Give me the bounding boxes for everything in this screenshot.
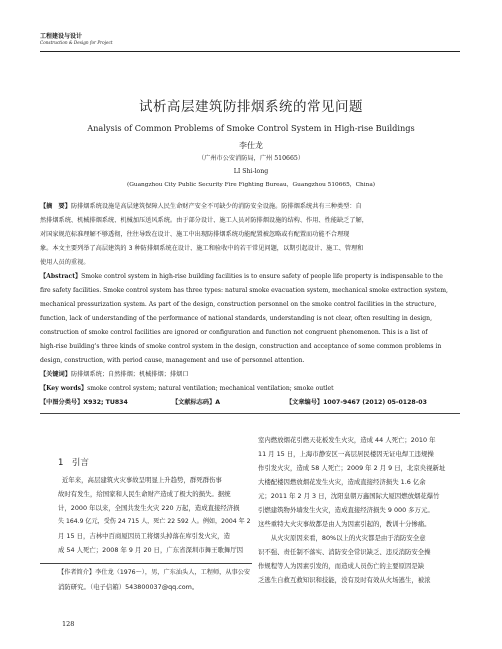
body-line: 识不强、责任制不落实、消防安全常识缺乏、违反消防安全操 bbox=[258, 548, 431, 556]
body-line: 引燃建筑物外墙发生火灾，造成直接经济损失 9 000 多万元。 bbox=[258, 506, 434, 514]
abstract-en-line: fire safety facilities. Smoke control system has three types: natural smoke evacuation system, mechanical smoke extraction system, bbox=[40, 287, 448, 294]
body-line: 作引发火灾，造成 58 人死亡；2009 年 2 月 9 日，北京央视新址 bbox=[258, 464, 446, 472]
body-line: 计，2000 年以来，全国共发生火灾 220 万起，造成直接经济损 bbox=[58, 504, 240, 512]
section-heading: 1 引言 bbox=[58, 458, 89, 468]
abstract-cn-line bbox=[40, 203, 362, 211]
page-number: 128 bbox=[62, 620, 75, 628]
journal-name: 工程建设与设计 bbox=[40, 33, 83, 40]
body-line: 乏逃生自救互救知识和技能，没有及时有效从火场逃生，被浓 bbox=[258, 576, 431, 584]
keywords-en-label: 【Key words】 bbox=[40, 385, 88, 392]
author-affiliation: （广州市公安消防局，广州 510665） bbox=[197, 155, 305, 162]
body-line: 从火灾原因来看，80%以上的火灾都是由于消防安全意 bbox=[258, 534, 426, 542]
document-code: 【文献标志码】A bbox=[172, 399, 221, 406]
section-rule bbox=[40, 413, 460, 414]
abstract-en-line: construction of smoke control facilities are ignored or configuration and function not congruent phenomenon. This is a list of bbox=[40, 329, 428, 336]
abstract-cn-line: 然排烟系统、机械排烟系统、机械加压送风系统。由于部分设计、施工人员对防排烟设施的结构、作用、性能缺乏了解， bbox=[40, 217, 368, 224]
body-line: 成 54 人死亡；2008 年 9 月 20 日，广东省深圳市舞王歌舞厅因 bbox=[58, 546, 244, 554]
abstract-en-label: 【Abstract】 bbox=[40, 273, 82, 280]
body-line: 作规程等人为因素引发的，而造成人员伤亡的主要原因是缺 bbox=[258, 562, 425, 570]
header-rule bbox=[40, 51, 460, 52]
body-line: 失 164.9 亿元，受伤 24 715 人，死亡 22 592 人。例如，2004 年 2 bbox=[58, 518, 251, 525]
article-title: 试析高层建筑防排烟系统的常见问题 bbox=[139, 99, 363, 115]
body-line: 元；2011 年 2 月 3 日，沈阳皇朝万鑫国际大厦因燃放烟花爆竹 bbox=[258, 492, 440, 500]
keywords-en bbox=[40, 385, 334, 393]
article-title-en: Analysis of Common Problems of Smoke Control System in High-rise Buildings bbox=[87, 123, 415, 133]
author-name-en: LI Shi-long bbox=[233, 168, 269, 175]
body-line: 室内燃放烟花引燃天花板发生火灾，造成 44 人死亡；2010 年 bbox=[258, 436, 436, 444]
author-name: 李仕龙 bbox=[239, 141, 263, 150]
footnote-rule bbox=[40, 563, 252, 564]
abstract-en-text: Smoke control system in high-rise building facilities is to ensure safety of people life property is indispensable to the bbox=[81, 273, 443, 280]
abstract-cn-label: 【摘 要】 bbox=[40, 203, 71, 210]
body-line: 这些重特大火灾事故都是由人为因素引起的，教训十分惨痛。 bbox=[258, 520, 431, 528]
body-line: 11 月 15 日，上海市静安区一高层居民楼因无证电焊工违规操 bbox=[258, 450, 434, 458]
body-line: 月 15 日，吉林中百商厦因员工将烟头掉落在库引发火灾，造 bbox=[58, 532, 230, 540]
abstract-cn-text: 防排烟系统设施是高层建筑保障人民生命财产安全不可缺少的消防安全设施。防排烟系统共有三种类型：自 bbox=[70, 203, 362, 210]
abstract-en-line: design, construction, with period cause, management and use of personnel attention. bbox=[40, 357, 305, 364]
journal-header bbox=[40, 33, 113, 46]
abstract-en-line: function, lack of understanding of the performance of national standards, understanding is not clear, often resulting in design, bbox=[40, 315, 433, 322]
author-note-line: 消防研究。（电子信箱）543800037@qq.com。 bbox=[58, 583, 199, 591]
journal-name-en: Construction & Design for Project bbox=[40, 40, 113, 45]
abstract-cn-line: 使用人员的重视。 bbox=[40, 259, 90, 266]
abstract-en-line bbox=[40, 273, 443, 281]
abstract-en-line: high-rise building's three kinds of smoke control system in the design, construction and acceptance of some common problems in bbox=[40, 343, 442, 350]
keywords-cn-text: 防排烟系统；自然排烟；机械排烟；排烟口 bbox=[70, 371, 189, 378]
keywords-cn bbox=[40, 371, 189, 379]
body-line: 故时有发生，给国家和人民生命财产造成了极大的损失。据统 bbox=[58, 490, 231, 498]
author-affiliation-en: (Guangzhou City Public Security Fire Fighting Bureau，Guangzhou 510665，China) bbox=[126, 182, 376, 188]
abstract-cn-line: 象。本文主要列举了高层建筑的 3 种防排烟系统在设计、施工和验收中的若干常见问题，以期引起设计、施工、管理和 bbox=[40, 245, 364, 252]
article-number: 【文章编号】1007-9467 (2012) 05-0128-03 bbox=[286, 399, 427, 406]
abstract-en-line: mechanical pressurization system. As part of the design, construction personnel on the smoke control facilities in the structure, bbox=[40, 301, 437, 308]
keywords-cn-label: 【关键词】 bbox=[40, 371, 71, 378]
body-line: 大楼配楼因燃放烟花发生火灾，造成直接经济损失 1.6 亿余 bbox=[258, 478, 426, 486]
keywords-en-text: smoke control system; natural ventilation; mechanical ventilation; smoke outlet bbox=[87, 385, 334, 392]
author-note-line: 【作者简介】李仕龙（1976～），男，广东汕头人，工程师，从事公安 bbox=[58, 569, 251, 576]
abstract-cn-line: 对国家规范标准理解不够透彻，往往导致在设计、施工中出现防排烟系统功能配置被忽略或有配置而功能不合理现 bbox=[40, 231, 350, 238]
body-line: 近年来，高层建筑火灾事故呈明显上升趋势，群死群伤事 bbox=[62, 476, 222, 484]
clc-number: 【中图分类号】X932; TU834 bbox=[40, 399, 128, 406]
